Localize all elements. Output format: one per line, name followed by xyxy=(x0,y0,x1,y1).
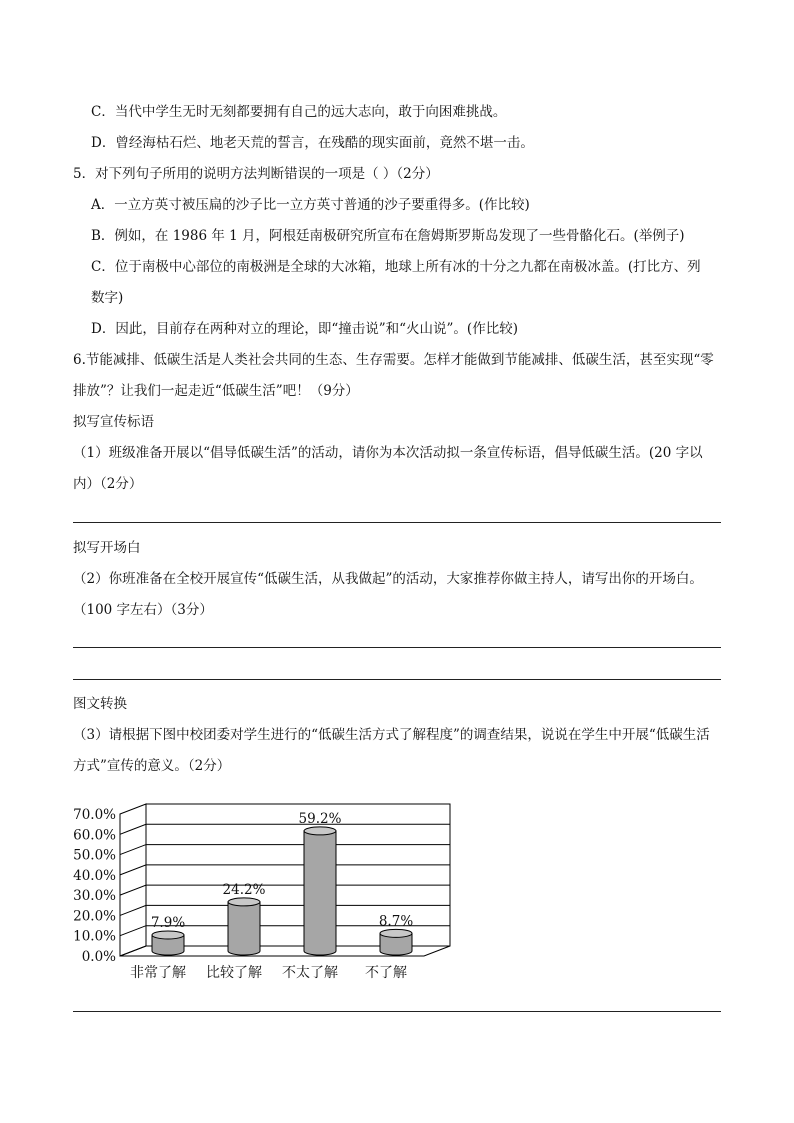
question-6-stem: 6.节能减排、低碳生活是人类社会共同的生态、生存需要。怎样才能做到节能减排、低碳生活，甚至实现“零 xyxy=(73,352,714,368)
bar-cylinder-top xyxy=(380,929,412,937)
chart-gridline xyxy=(120,824,450,834)
subquestion-3: （3）请根据下图中校团委对学生进行的“低碳生活方式了解程度”的调查结果，说说在学生中开展“低碳生活 xyxy=(73,727,710,743)
bar-cylinder-top xyxy=(152,931,184,939)
x-category-label: 不了解 xyxy=(365,965,407,981)
section-heading-opening: 拟写开场白 xyxy=(73,540,141,556)
question-5-option-d: D．因此，目前存在两种对立的理论，即“撞击说”和“火山说”。(作比较) xyxy=(91,321,518,337)
answer-line xyxy=(73,647,721,648)
y-tick-label: 40.0% xyxy=(73,867,116,884)
option-5c-prev: C．当代中学生无时无刻都要拥有自己的远大志向，敢于向困难挑战。 xyxy=(91,104,507,120)
y-tick-label: 0.0% xyxy=(81,949,116,965)
answer-line xyxy=(73,679,721,680)
question-5-option-a: A．一立方英寸被压扁的沙子比一立方英寸普通的沙子要重得多。(作比较) xyxy=(91,197,530,213)
question-6-stem-cont: 排放”？让我们一起走近“低碳生活”吧！（9分） xyxy=(73,383,359,399)
y-tick-label: 70.0% xyxy=(73,807,116,823)
subquestion-2-cont: （100 字左右）（3分） xyxy=(73,602,213,618)
question-5-stem: 5．对下列句子所用的说明方法判断错误的一项是（ ）（2分） xyxy=(73,166,439,182)
subquestion-2: （2）你班准备在全校开展宣传“低碳生活，从我做起”的活动，大家推荐你做主持人，请写出你的开场白。 xyxy=(73,571,703,587)
y-tick-label: 50.0% xyxy=(73,847,116,864)
option-5d-prev: D．曾经海枯石烂、地老天荒的誓言，在残酷的现实面前，竟然不堪一击。 xyxy=(91,135,534,151)
chart-gridline xyxy=(120,885,450,895)
chart-gridline xyxy=(120,865,450,875)
question-5-option-c: C．位于南极中心部位的南极洲是全球的大冰箱，地球上所有冰的十分之九都在南极冰盖。(打比方、列 xyxy=(91,259,701,275)
bar-value-label: 59.2% xyxy=(298,810,342,827)
chart-gridline xyxy=(120,845,450,855)
subquestion-1-cont: 内）（2分） xyxy=(73,476,143,492)
bar-cylinder-top xyxy=(228,898,260,906)
bar-cylinder-top xyxy=(304,827,336,835)
answer-line xyxy=(73,522,721,523)
bar-cylinder xyxy=(228,902,260,955)
x-category-label: 非常了解 xyxy=(130,965,186,981)
x-category-label: 比较了解 xyxy=(206,965,262,981)
question-5-option-b: B．例如，在 1986 年 1 月，阿根廷南极研究所宣布在詹姆斯罗斯岛发现了一些骨骼化石。(举例子) xyxy=(91,228,685,244)
subquestion-1: （1）班级准备开展以“倡导低碳生活”的活动，请你为本次活动拟一条宣传标语，倡导低碳生活。(20 字以 xyxy=(73,445,703,461)
y-tick-label: 20.0% xyxy=(73,908,116,925)
bar-cylinder xyxy=(304,831,336,955)
subquestion-3-cont: 方式”宣传的意义。（2分） xyxy=(73,758,231,774)
bar-value-label: 8.7% xyxy=(378,913,414,930)
section-heading-slogan: 拟写宣传标语 xyxy=(73,414,154,430)
x-category-label: 不太了解 xyxy=(282,965,338,981)
bar-value-label: 24.2% xyxy=(222,881,266,898)
chart-left-wall xyxy=(120,804,146,956)
bar-value-label: 7.9% xyxy=(150,914,186,931)
question-5-option-c-cont: 数字) xyxy=(91,290,124,306)
y-tick-label: 10.0% xyxy=(73,928,116,945)
y-tick-label: 60.0% xyxy=(73,827,116,844)
y-tick-label: 30.0% xyxy=(73,888,116,905)
survey-bar-chart xyxy=(60,788,460,988)
section-heading-chart: 图文转换 xyxy=(73,696,127,712)
answer-line xyxy=(73,1011,721,1012)
